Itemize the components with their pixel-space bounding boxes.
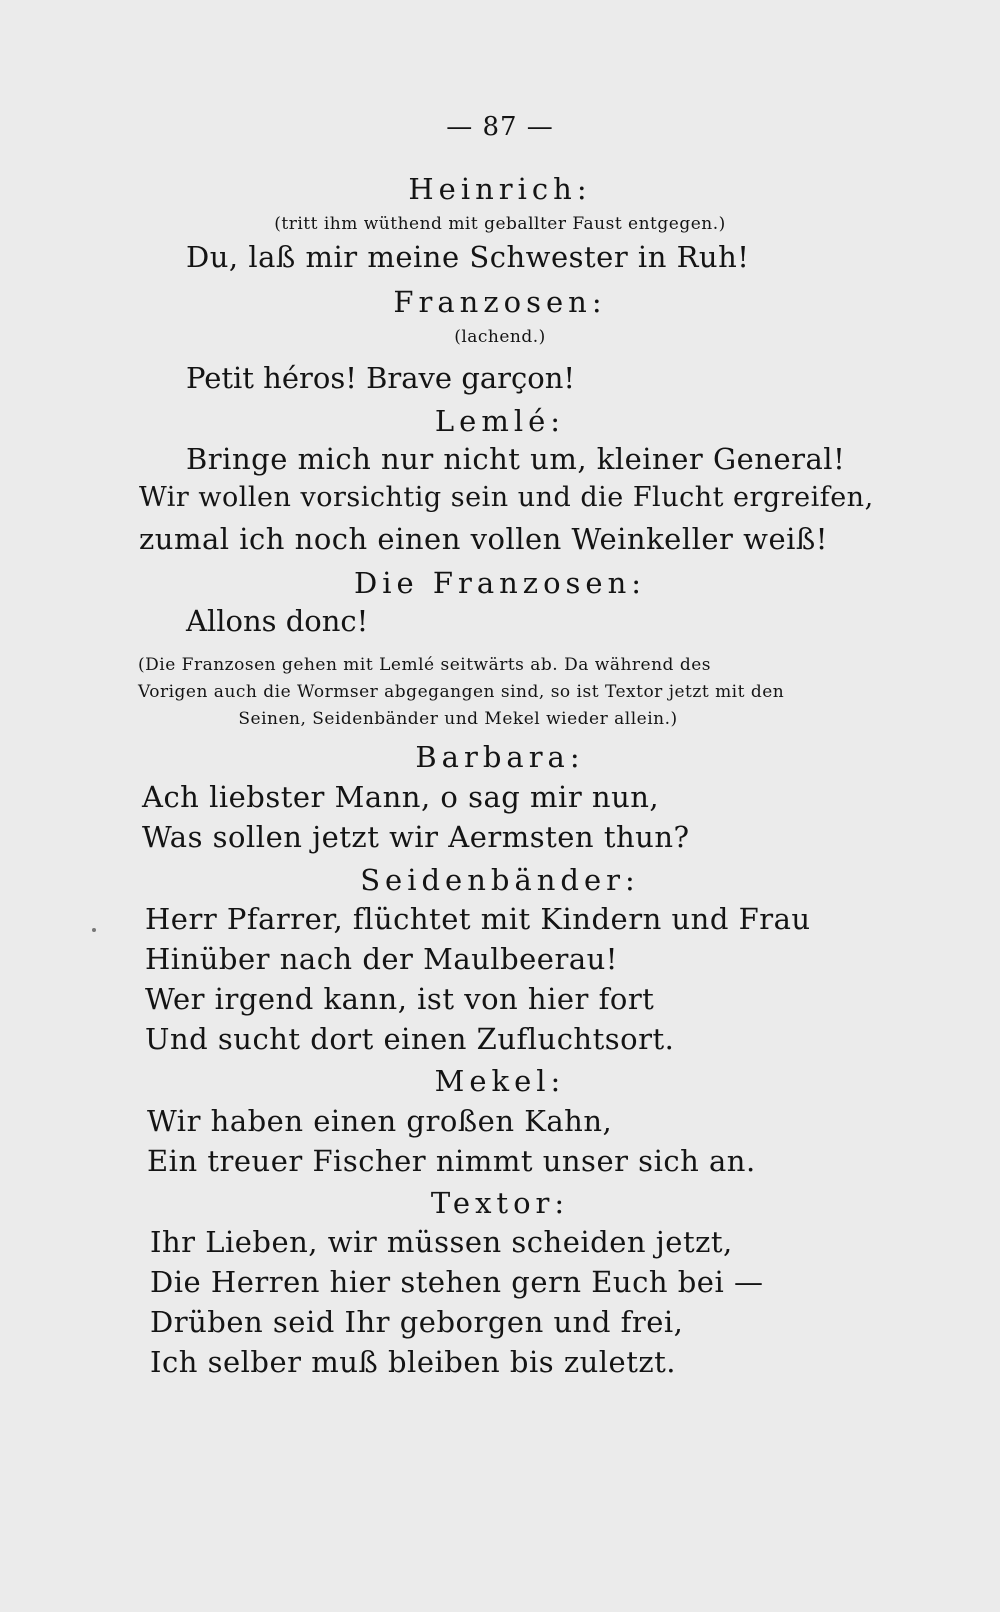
stage-direction-line: Seinen, Seidenbänder und Mekel wieder allein.) — [238, 709, 678, 729]
verse-line: Wir wollen vorsichtig sein und die Flucht ergreifen, — [139, 482, 874, 513]
verse-line: Herr Pfarrer, flüchtet mit Kindern und Frau — [145, 902, 811, 936]
speaker-heinrich: Heinrich: — [408, 172, 592, 206]
speaker-die-franzosen: Die Franzosen: — [353, 566, 647, 600]
page-number: — 87 — — [446, 112, 554, 142]
stage-direction-line: (Die Franzosen gehen mit Lemlé seitwärts ab. Da während des — [138, 655, 712, 675]
verse-line: Hinüber nach der Maulbeerau! — [145, 942, 618, 976]
verse-line: Wir haben einen großen Kahn, — [147, 1104, 613, 1138]
stage-direction-paragraph — [138, 652, 785, 733]
stage-direction-heinrich: (tritt ihm wüthend mit geballter Faust entgegen.) — [274, 214, 726, 234]
verse-line: Was sollen jetzt wir Aermsten thun? — [142, 820, 690, 854]
verse-line: Du, laß mir meine Schwester in Ruh! — [186, 240, 750, 274]
verse-line: zumal ich noch einen vollen Weinkeller weiß! — [139, 522, 828, 556]
verse-line: Ach liebster Mann, o sag mir nun, — [142, 780, 660, 814]
speaker-mekel: Mekel: — [434, 1064, 566, 1098]
speaker-franzosen: Franzosen: — [393, 285, 607, 319]
stage-direction-line: Vorigen auch die Wormser abgegangen sind, so ist Textor jetzt mit den — [138, 682, 785, 702]
verse-line: Allons donc! — [186, 604, 369, 638]
verse-line: Ein treuer Fischer nimmt unser sich an. — [147, 1144, 756, 1178]
speaker-textor: Textor: — [430, 1186, 570, 1220]
stage-direction-franzosen: (lachend.) — [454, 327, 546, 347]
verse-line: Bringe mich nur nicht um, kleiner General! — [186, 442, 846, 476]
verse-line: Und sucht dort einen Zufluchtsort. — [145, 1022, 675, 1056]
verse-line: Petit héros! Brave garçon! — [186, 361, 576, 395]
verse-line: Ich selber muß bleiben bis zuletzt. — [150, 1345, 677, 1379]
verse-line: Drüben seid Ihr geborgen und frei, — [150, 1305, 684, 1339]
speaker-lemle: Lemlé: — [434, 404, 566, 438]
speaker-barbara: Barbara: — [415, 740, 585, 774]
speaker-seidenbaender: Seidenbänder: — [360, 863, 640, 897]
verse-line: Ihr Lieben, wir müssen scheiden jetzt, — [150, 1225, 733, 1259]
ink-speck — [92, 928, 96, 932]
verse-line: Die Herren hier stehen gern Euch bei — — [150, 1265, 764, 1299]
verse-line: Wer irgend kann, ist von hier fort — [145, 982, 655, 1016]
